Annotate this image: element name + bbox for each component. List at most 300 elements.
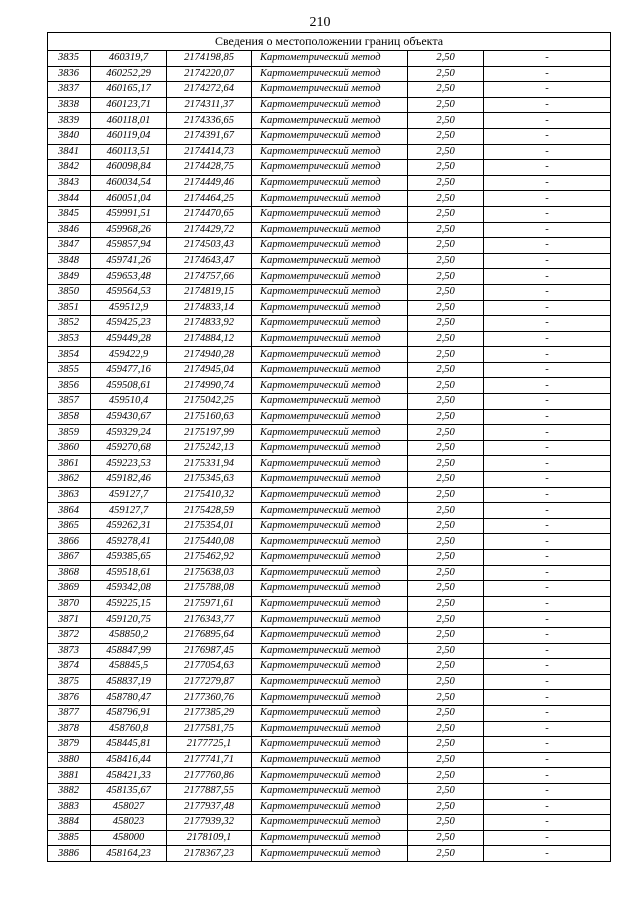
y-coordinate-cell: 2175638,03 — [167, 565, 252, 581]
table-row — [48, 830, 611, 846]
method-cell: Картометрический метод — [252, 253, 408, 269]
accuracy-cell: 2,50 — [408, 175, 484, 191]
y-coordinate-cell: 2174464,25 — [167, 191, 252, 207]
point-number-cell: 3838 — [48, 97, 91, 113]
point-number-cell: 3885 — [48, 830, 91, 846]
accuracy-cell: 2,50 — [408, 97, 484, 113]
accuracy-cell: 2,50 — [408, 347, 484, 363]
note-cell: - — [484, 612, 611, 628]
accuracy-cell: 2,50 — [408, 643, 484, 659]
method-cell: Картометрический метод — [252, 97, 408, 113]
accuracy-cell: 2,50 — [408, 409, 484, 425]
accuracy-cell: 2,50 — [408, 456, 484, 472]
point-number-cell: 3873 — [48, 643, 91, 659]
y-coordinate-cell: 2175410,32 — [167, 487, 252, 503]
x-coordinate-cell: 459425,23 — [91, 316, 167, 332]
table-row — [48, 643, 611, 659]
method-cell: Картометрический метод — [252, 627, 408, 643]
point-number-cell: 3882 — [48, 783, 91, 799]
y-coordinate-cell: 2177581,75 — [167, 721, 252, 737]
note-cell: - — [484, 238, 611, 254]
x-coordinate-cell: 458845,5 — [91, 659, 167, 675]
note-cell: - — [484, 66, 611, 82]
accuracy-cell: 2,50 — [408, 550, 484, 566]
table-row — [48, 253, 611, 269]
table-row — [48, 144, 611, 160]
note-cell: - — [484, 331, 611, 347]
note-cell: - — [484, 674, 611, 690]
table-row — [48, 472, 611, 488]
x-coordinate-cell: 459127,7 — [91, 503, 167, 519]
x-coordinate-cell: 458847,99 — [91, 643, 167, 659]
x-coordinate-cell: 459127,7 — [91, 487, 167, 503]
table-row — [48, 331, 611, 347]
x-coordinate-cell: 459223,53 — [91, 456, 167, 472]
point-number-cell: 3860 — [48, 440, 91, 456]
note-cell: - — [484, 815, 611, 831]
x-coordinate-cell: 459477,16 — [91, 362, 167, 378]
method-cell: Картометрический метод — [252, 534, 408, 550]
y-coordinate-cell: 2177741,71 — [167, 752, 252, 768]
y-coordinate-cell: 2174990,74 — [167, 378, 252, 394]
method-cell: Картометрический метод — [252, 830, 408, 846]
table-row — [48, 394, 611, 410]
point-number-cell: 3862 — [48, 472, 91, 488]
x-coordinate-cell: 459857,94 — [91, 238, 167, 254]
point-number-cell: 3850 — [48, 284, 91, 300]
method-cell: Картометрический метод — [252, 284, 408, 300]
point-number-cell: 3856 — [48, 378, 91, 394]
accuracy-cell: 2,50 — [408, 82, 484, 98]
note-cell: - — [484, 51, 611, 67]
method-cell: Картометрический метод — [252, 518, 408, 534]
method-cell: Картометрический метод — [252, 175, 408, 191]
accuracy-cell: 2,50 — [408, 674, 484, 690]
x-coordinate-cell: 458760,8 — [91, 721, 167, 737]
method-cell: Картометрический метод — [252, 783, 408, 799]
table-row — [48, 690, 611, 706]
accuracy-cell: 2,50 — [408, 284, 484, 300]
method-cell: Картометрический метод — [252, 238, 408, 254]
table-row — [48, 284, 611, 300]
y-coordinate-cell: 2174940,28 — [167, 347, 252, 363]
note-cell: - — [484, 487, 611, 503]
table-row — [48, 206, 611, 222]
point-number-cell: 3844 — [48, 191, 91, 207]
y-coordinate-cell: 2178367,23 — [167, 846, 252, 862]
method-cell: Картометрический метод — [252, 347, 408, 363]
table-row — [48, 378, 611, 394]
note-cell: - — [484, 721, 611, 737]
accuracy-cell: 2,50 — [408, 238, 484, 254]
point-number-cell: 3866 — [48, 534, 91, 550]
table-row — [48, 160, 611, 176]
x-coordinate-cell: 458416,44 — [91, 752, 167, 768]
table-row — [48, 659, 611, 675]
method-cell: Картометрический метод — [252, 768, 408, 784]
x-coordinate-cell: 459510,4 — [91, 394, 167, 410]
method-cell: Картометрический метод — [252, 503, 408, 519]
x-coordinate-cell: 459422,9 — [91, 347, 167, 363]
note-cell: - — [484, 82, 611, 98]
method-cell: Картометрический метод — [252, 487, 408, 503]
method-cell: Картометрический метод — [252, 331, 408, 347]
x-coordinate-cell: 459182,46 — [91, 472, 167, 488]
accuracy-cell: 2,50 — [408, 596, 484, 612]
accuracy-cell: 2,50 — [408, 721, 484, 737]
x-coordinate-cell: 458850,2 — [91, 627, 167, 643]
x-coordinate-cell: 458421,33 — [91, 768, 167, 784]
y-coordinate-cell: 2174311,37 — [167, 97, 252, 113]
y-coordinate-cell: 2174198,85 — [167, 51, 252, 67]
y-coordinate-cell: 2175160,63 — [167, 409, 252, 425]
table-row — [48, 721, 611, 737]
table-row — [48, 222, 611, 238]
y-coordinate-cell: 2177937,48 — [167, 799, 252, 815]
point-number-cell: 3842 — [48, 160, 91, 176]
y-coordinate-cell: 2174391,67 — [167, 128, 252, 144]
method-cell: Картометрический метод — [252, 643, 408, 659]
accuracy-cell: 2,50 — [408, 487, 484, 503]
method-cell: Картометрический метод — [252, 550, 408, 566]
x-coordinate-cell: 460252,29 — [91, 66, 167, 82]
accuracy-cell: 2,50 — [408, 394, 484, 410]
point-number-cell: 3874 — [48, 659, 91, 675]
accuracy-cell: 2,50 — [408, 518, 484, 534]
y-coordinate-cell: 2174272,64 — [167, 82, 252, 98]
table-row — [48, 409, 611, 425]
y-coordinate-cell: 2175428,59 — [167, 503, 252, 519]
y-coordinate-cell: 2175971,61 — [167, 596, 252, 612]
accuracy-cell: 2,50 — [408, 378, 484, 394]
method-cell: Картометрический метод — [252, 269, 408, 285]
boundary-coordinates-table — [47, 32, 611, 862]
x-coordinate-cell: 458164,23 — [91, 846, 167, 862]
y-coordinate-cell: 2174833,92 — [167, 316, 252, 332]
note-cell: - — [484, 425, 611, 441]
y-coordinate-cell: 2177939,32 — [167, 815, 252, 831]
note-cell: - — [484, 846, 611, 862]
y-coordinate-cell: 2175462,92 — [167, 550, 252, 566]
point-number-cell: 3848 — [48, 253, 91, 269]
point-number-cell: 3861 — [48, 456, 91, 472]
point-number-cell: 3878 — [48, 721, 91, 737]
table-header-row — [48, 33, 611, 51]
point-number-cell: 3883 — [48, 799, 91, 815]
note-cell: - — [484, 518, 611, 534]
table-row — [48, 51, 611, 67]
point-number-cell: 3836 — [48, 66, 91, 82]
method-cell: Картометрический метод — [252, 82, 408, 98]
table-row — [48, 783, 611, 799]
method-cell: Картометрический метод — [252, 113, 408, 129]
y-coordinate-cell: 2177385,29 — [167, 705, 252, 721]
x-coordinate-cell: 460123,71 — [91, 97, 167, 113]
method-cell: Картометрический метод — [252, 144, 408, 160]
table-row — [48, 362, 611, 378]
point-number-cell: 3859 — [48, 425, 91, 441]
note-cell: - — [484, 222, 611, 238]
accuracy-cell: 2,50 — [408, 799, 484, 815]
point-number-cell: 3867 — [48, 550, 91, 566]
note-cell: - — [484, 705, 611, 721]
point-number-cell: 3871 — [48, 612, 91, 628]
x-coordinate-cell: 459508,61 — [91, 378, 167, 394]
accuracy-cell: 2,50 — [408, 565, 484, 581]
y-coordinate-cell: 2174945,04 — [167, 362, 252, 378]
y-coordinate-cell: 2174833,14 — [167, 300, 252, 316]
x-coordinate-cell: 459449,28 — [91, 331, 167, 347]
point-number-cell: 3855 — [48, 362, 91, 378]
accuracy-cell: 2,50 — [408, 752, 484, 768]
point-number-cell: 3837 — [48, 82, 91, 98]
table-row — [48, 705, 611, 721]
table-row — [48, 550, 611, 566]
accuracy-cell: 2,50 — [408, 503, 484, 519]
method-cell: Картометрический метод — [252, 737, 408, 753]
method-cell: Картометрический метод — [252, 425, 408, 441]
x-coordinate-cell: 460165,17 — [91, 82, 167, 98]
x-coordinate-cell: 458023 — [91, 815, 167, 831]
note-cell: - — [484, 456, 611, 472]
accuracy-cell: 2,50 — [408, 627, 484, 643]
note-cell: - — [484, 503, 611, 519]
accuracy-cell: 2,50 — [408, 783, 484, 799]
x-coordinate-cell: 458837,19 — [91, 674, 167, 690]
y-coordinate-cell: 2178109,1 — [167, 830, 252, 846]
table-row — [48, 113, 611, 129]
x-coordinate-cell: 459741,26 — [91, 253, 167, 269]
table-row — [48, 128, 611, 144]
accuracy-cell: 2,50 — [408, 815, 484, 831]
method-cell: Картометрический метод — [252, 721, 408, 737]
y-coordinate-cell: 2177360,76 — [167, 690, 252, 706]
y-coordinate-cell: 2177760,86 — [167, 768, 252, 784]
point-number-cell: 3851 — [48, 300, 91, 316]
accuracy-cell: 2,50 — [408, 440, 484, 456]
accuracy-cell: 2,50 — [408, 472, 484, 488]
method-cell: Картометрический метод — [252, 394, 408, 410]
y-coordinate-cell: 2174336,65 — [167, 113, 252, 129]
point-number-cell: 3879 — [48, 737, 91, 753]
y-coordinate-cell: 2175242,13 — [167, 440, 252, 456]
method-cell: Картометрический метод — [252, 300, 408, 316]
note-cell: - — [484, 752, 611, 768]
note-cell: - — [484, 783, 611, 799]
table-row — [48, 815, 611, 831]
point-number-cell: 3876 — [48, 690, 91, 706]
point-number-cell: 3849 — [48, 269, 91, 285]
page-number: 210 — [309, 15, 331, 30]
method-cell: Картометрический метод — [252, 222, 408, 238]
point-number-cell: 3870 — [48, 596, 91, 612]
point-number-cell: 3864 — [48, 503, 91, 519]
note-cell: - — [484, 659, 611, 675]
note-cell: - — [484, 362, 611, 378]
x-coordinate-cell: 459270,68 — [91, 440, 167, 456]
table-row — [48, 518, 611, 534]
table-row — [48, 627, 611, 643]
x-coordinate-cell: 459512,9 — [91, 300, 167, 316]
method-cell: Картометрический метод — [252, 316, 408, 332]
note-cell: - — [484, 737, 611, 753]
x-coordinate-cell: 459385,65 — [91, 550, 167, 566]
y-coordinate-cell: 2176895,64 — [167, 627, 252, 643]
point-number-cell: 3846 — [48, 222, 91, 238]
x-coordinate-cell: 459430,67 — [91, 409, 167, 425]
table-row — [48, 596, 611, 612]
point-number-cell: 3854 — [48, 347, 91, 363]
table-row — [48, 768, 611, 784]
accuracy-cell: 2,50 — [408, 331, 484, 347]
method-cell: Картометрический метод — [252, 472, 408, 488]
note-cell: - — [484, 191, 611, 207]
table-title: Сведения о местоположении границ объекта — [48, 33, 611, 51]
x-coordinate-cell: 459518,61 — [91, 565, 167, 581]
point-number-cell: 3847 — [48, 238, 91, 254]
y-coordinate-cell: 2177054,63 — [167, 659, 252, 675]
x-coordinate-cell: 458027 — [91, 799, 167, 815]
method-cell: Картометрический метод — [252, 752, 408, 768]
x-coordinate-cell: 458445,81 — [91, 737, 167, 753]
accuracy-cell: 2,50 — [408, 51, 484, 67]
table-row — [48, 425, 611, 441]
note-cell: - — [484, 144, 611, 160]
table-row — [48, 238, 611, 254]
method-cell: Картометрический метод — [252, 409, 408, 425]
table-row — [48, 752, 611, 768]
point-number-cell: 3880 — [48, 752, 91, 768]
x-coordinate-cell: 459262,31 — [91, 518, 167, 534]
accuracy-cell: 2,50 — [408, 690, 484, 706]
accuracy-cell: 2,50 — [408, 612, 484, 628]
point-number-cell: 3886 — [48, 846, 91, 862]
x-coordinate-cell: 459329,24 — [91, 425, 167, 441]
x-coordinate-cell: 458780,47 — [91, 690, 167, 706]
y-coordinate-cell: 2174503,43 — [167, 238, 252, 254]
method-cell: Картометрический метод — [252, 565, 408, 581]
table-row — [48, 97, 611, 113]
y-coordinate-cell: 2174220,07 — [167, 66, 252, 82]
point-number-cell: 3835 — [48, 51, 91, 67]
table-row — [48, 316, 611, 332]
table-row — [48, 66, 611, 82]
note-cell: - — [484, 347, 611, 363]
method-cell: Картометрический метод — [252, 51, 408, 67]
x-coordinate-cell: 458796,91 — [91, 705, 167, 721]
method-cell: Картометрический метод — [252, 815, 408, 831]
point-number-cell: 3877 — [48, 705, 91, 721]
point-number-cell: 3868 — [48, 565, 91, 581]
table-row — [48, 269, 611, 285]
y-coordinate-cell: 2175354,01 — [167, 518, 252, 534]
table-row — [48, 534, 611, 550]
method-cell: Картометрический метод — [252, 191, 408, 207]
accuracy-cell: 2,50 — [408, 206, 484, 222]
table-row — [48, 737, 611, 753]
note-cell: - — [484, 269, 611, 285]
note-cell: - — [484, 550, 611, 566]
accuracy-cell: 2,50 — [408, 222, 484, 238]
note-cell: - — [484, 643, 611, 659]
method-cell: Картометрический метод — [252, 160, 408, 176]
note-cell: - — [484, 472, 611, 488]
y-coordinate-cell: 2174884,12 — [167, 331, 252, 347]
accuracy-cell: 2,50 — [408, 253, 484, 269]
note-cell: - — [484, 596, 611, 612]
note-cell: - — [484, 440, 611, 456]
y-coordinate-cell: 2175197,99 — [167, 425, 252, 441]
accuracy-cell: 2,50 — [408, 362, 484, 378]
note-cell: - — [484, 253, 611, 269]
accuracy-cell: 2,50 — [408, 300, 484, 316]
point-number-cell: 3843 — [48, 175, 91, 191]
note-cell: - — [484, 284, 611, 300]
note-cell: - — [484, 160, 611, 176]
accuracy-cell: 2,50 — [408, 737, 484, 753]
table-row — [48, 300, 611, 316]
y-coordinate-cell: 2174428,75 — [167, 160, 252, 176]
method-cell: Картометрический метод — [252, 378, 408, 394]
table-row — [48, 191, 611, 207]
point-number-cell: 3881 — [48, 768, 91, 784]
y-coordinate-cell: 2175440,08 — [167, 534, 252, 550]
method-cell: Картометрический метод — [252, 206, 408, 222]
table-row — [48, 82, 611, 98]
note-cell: - — [484, 206, 611, 222]
y-coordinate-cell: 2174819,15 — [167, 284, 252, 300]
note-cell: - — [484, 300, 611, 316]
method-cell: Картометрический метод — [252, 659, 408, 675]
note-cell: - — [484, 316, 611, 332]
note-cell: - — [484, 97, 611, 113]
accuracy-cell: 2,50 — [408, 830, 484, 846]
accuracy-cell: 2,50 — [408, 768, 484, 784]
accuracy-cell: 2,50 — [408, 581, 484, 597]
method-cell: Картометрический метод — [252, 596, 408, 612]
table-row — [48, 799, 611, 815]
x-coordinate-cell: 459278,41 — [91, 534, 167, 550]
accuracy-cell: 2,50 — [408, 705, 484, 721]
method-cell: Картометрический метод — [252, 440, 408, 456]
note-cell: - — [484, 768, 611, 784]
method-cell: Картометрический метод — [252, 846, 408, 862]
table-row — [48, 612, 611, 628]
note-cell: - — [484, 378, 611, 394]
point-number-cell: 3839 — [48, 113, 91, 129]
accuracy-cell: 2,50 — [408, 191, 484, 207]
point-number-cell: 3841 — [48, 144, 91, 160]
x-coordinate-cell: 460051,04 — [91, 191, 167, 207]
y-coordinate-cell: 2177725,1 — [167, 737, 252, 753]
accuracy-cell: 2,50 — [408, 160, 484, 176]
note-cell: - — [484, 690, 611, 706]
table-row — [48, 440, 611, 456]
accuracy-cell: 2,50 — [408, 66, 484, 82]
y-coordinate-cell: 2175331,94 — [167, 456, 252, 472]
method-cell: Картометрический метод — [252, 581, 408, 597]
y-coordinate-cell: 2175042,25 — [167, 394, 252, 410]
note-cell: - — [484, 409, 611, 425]
point-number-cell: 3875 — [48, 674, 91, 690]
point-number-cell: 3869 — [48, 581, 91, 597]
method-cell: Картометрический метод — [252, 66, 408, 82]
y-coordinate-cell: 2174449,46 — [167, 175, 252, 191]
table-row — [48, 456, 611, 472]
x-coordinate-cell: 460034,54 — [91, 175, 167, 191]
table-row — [48, 581, 611, 597]
accuracy-cell: 2,50 — [408, 534, 484, 550]
